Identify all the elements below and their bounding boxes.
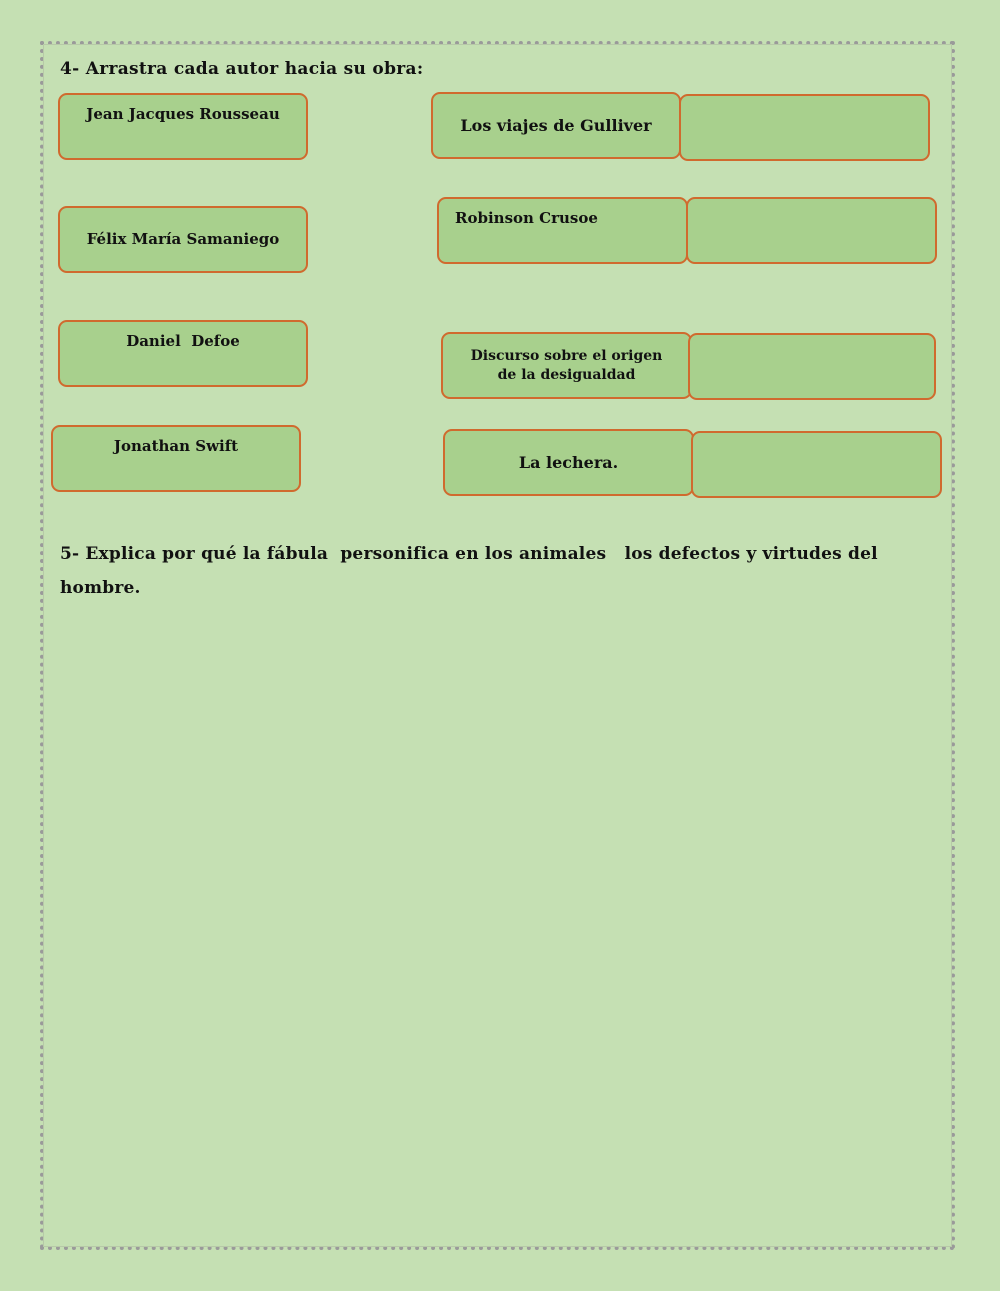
work-label-lechera [443, 429, 694, 496]
work-label: Robinson Crusoe [455, 209, 598, 227]
author-label: Daniel Defoe [126, 332, 240, 350]
author-label: Jonathan Swift [113, 437, 239, 455]
work-label: Los viajes de Gulliver [460, 115, 652, 135]
author-label: Félix María Samaniego [86, 230, 280, 249]
author-card-defoe[interactable] [58, 320, 308, 387]
drop-zone-gulliver[interactable] [679, 94, 930, 161]
drop-zone-discurso[interactable] [688, 333, 936, 400]
question-5-text: 5- Explica por qué la fábula personifica en los animales los defectos y virtudes del hombre. [60, 544, 884, 598]
work-label-robinson [437, 197, 688, 264]
author-card-swift[interactable] [51, 425, 301, 492]
drop-zone-robinson[interactable] [686, 197, 937, 264]
work-label: La lechera. [518, 452, 619, 472]
author-card-samaniego[interactable] [58, 206, 308, 273]
work-label-gulliver [431, 92, 681, 159]
author-label: Jean Jacques Rousseau [86, 105, 280, 123]
question-4-title: 4- Arrastra cada autor hacia su obra: [60, 59, 424, 79]
author-card-rousseau[interactable] [58, 93, 308, 160]
drop-zone-lechera[interactable] [691, 431, 942, 498]
work-label: Discurso sobre el origen de la desigualdad [470, 347, 663, 383]
work-label-discurso [441, 332, 692, 399]
